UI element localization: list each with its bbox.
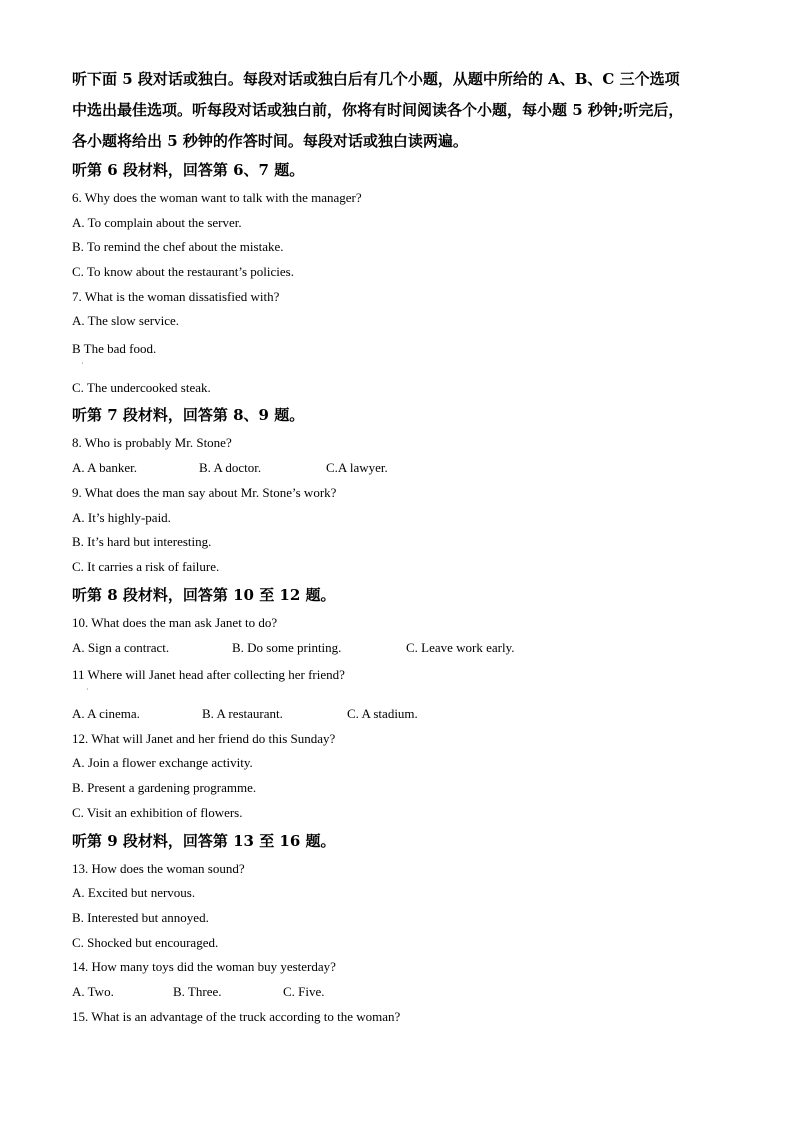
question-6-option-a: A. To complain about the server. [72, 215, 242, 230]
section-heading-9: 听第 9 段材料，回答第 13 至 16 题。 [72, 832, 336, 850]
question-9-option-c: C. It carries a risk of failure. [72, 559, 220, 574]
question-14-option-b: B. Three. [173, 984, 222, 999]
question-9-option-b: B. It’s hard but interesting. [72, 534, 212, 549]
section-heading-6: 听第 6 段材料，回答第 6、7 题。 [72, 161, 305, 179]
listening-instructions [72, 64, 732, 157]
question-11-option-a: A. A cinema. [72, 706, 140, 721]
question-13-option-b: B. Interested but annoyed. [72, 910, 209, 925]
question-14-stem: 14. How many toys did the woman buy yesterday? [72, 959, 336, 974]
question-7-option-b: B The bad food. [72, 341, 157, 356]
question-6-stem: 6. Why does the woman want to talk with the manager? [72, 190, 362, 205]
question-7-option-c: C. The undercooked steak. [72, 380, 211, 395]
question-11-stem: 11 Where will Janet head after collecting her friend? [72, 667, 345, 682]
question-10-option-b: B. Do some printing. [232, 640, 342, 655]
instruction-line: 中选出最佳选项。听每段对话或独白前，你将有时间阅读各个小题，每小题 5 秒钟;听完后， [72, 101, 684, 119]
question-8-option-c: C.A lawyer. [326, 460, 388, 475]
question-6-option-b: B. To remind the chef about the mistake. [72, 239, 284, 254]
section-heading-7: 听第 7 段材料，回答第 8、9 题。 [72, 406, 305, 424]
question-14-option-a: A. Two. [72, 984, 114, 999]
question-9-option-a: A. It’s highly-paid. [72, 510, 171, 525]
instruction-line: 各小题将给出 5 秒钟的作答时间。每段对话或独白读两遍。 [72, 132, 468, 150]
question-11-option-c: C. A stadium. [347, 706, 418, 721]
question-11-option-b: B. A restaurant. [202, 706, 283, 721]
question-9-stem: 9. What does the man say about Mr. Stone’s work? [72, 485, 337, 500]
question-12-option-b: B. Present a gardening programme. [72, 780, 257, 795]
question-13-stem: 13. How does the woman sound? [72, 861, 245, 876]
question-13-option-a: A. Excited but nervous. [72, 885, 196, 900]
question-7-stem: 7. What is the woman dissatisfied with? [72, 289, 280, 304]
question-15-stem: 15. What is an advantage of the truck according to the woman? [72, 1009, 401, 1024]
question-12-option-a: A. Join a flower exchange activity. [72, 755, 253, 770]
question-8-option-a: A. A banker. [72, 460, 137, 475]
stray-dot-mark: · [81, 359, 84, 368]
question-13-option-c: C. Shocked but encouraged. [72, 935, 219, 950]
question-10-option-c: C. Leave work early. [406, 640, 515, 655]
question-8-stem: 8. Who is probably Mr. Stone? [72, 435, 232, 450]
question-10-stem: 10. What does the man ask Janet to do? [72, 615, 278, 630]
question-6-option-c: C. To know about the restaurant’s policies. [72, 264, 294, 279]
stray-dot-mark: · [86, 685, 89, 694]
instruction-line: 听下面 5 段对话或独白。每段对话或独白后有几个小题，从题中所给的 A、B、C 三个选项 [72, 70, 680, 88]
section-heading-8: 听第 8 段材料，回答第 10 至 12 题。 [72, 586, 336, 604]
question-7-option-a: A. The slow service. [72, 313, 179, 328]
question-8-option-b: B. A doctor. [199, 460, 262, 475]
question-10-option-a: A. Sign a contract. [72, 640, 170, 655]
question-12-option-c: C. Visit an exhibition of flowers. [72, 805, 243, 820]
question-14-option-c: C. Five. [283, 984, 325, 999]
question-12-stem: 12. What will Janet and her friend do this Sunday? [72, 731, 336, 746]
